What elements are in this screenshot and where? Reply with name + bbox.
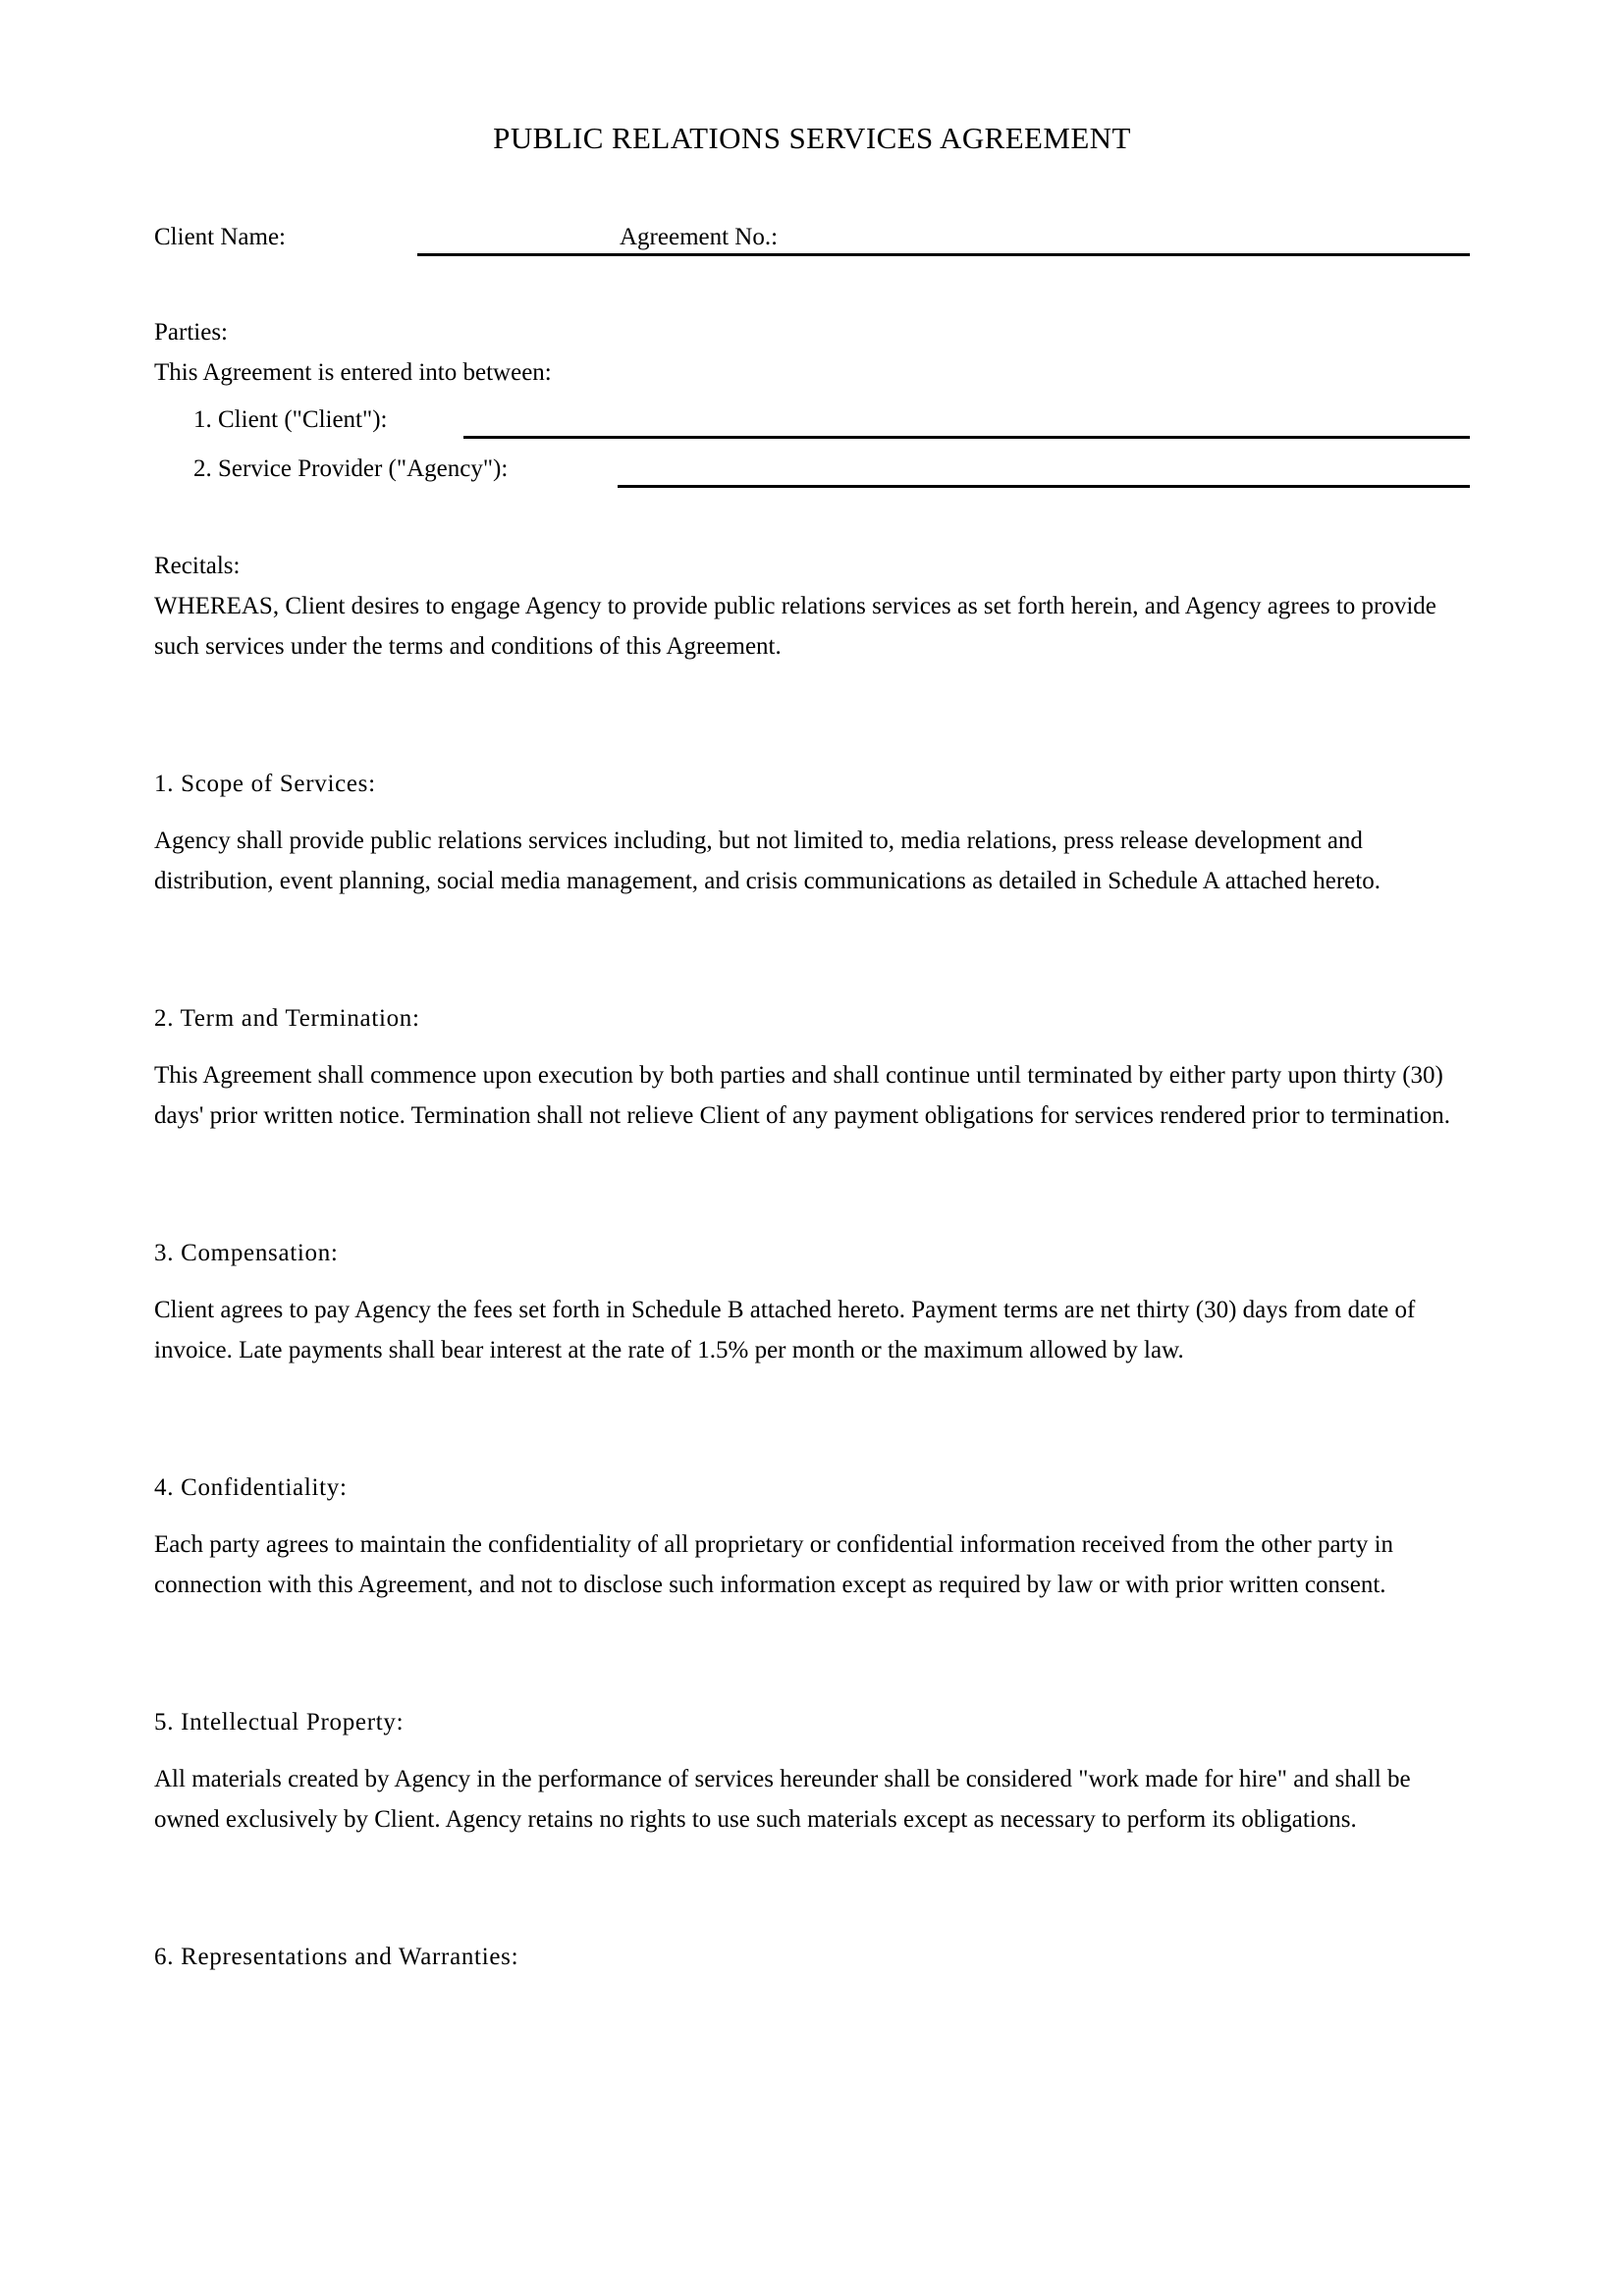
section-heading-3: 3. Compensation:	[154, 1240, 339, 1267]
spacer	[154, 1370, 1470, 1468]
party-item-agency	[154, 450, 1470, 491]
spacer	[154, 1605, 1470, 1703]
section-body-2: This Agreement shall commence upon execution by both parties and shall continue until terminated by either party upon thirty (30) days' prior written notice. Termination shall not relieve Client of any payment obligations for services rendered prior to termination.	[154, 1062, 1450, 1130]
spacer	[154, 257, 1470, 312]
spacer	[154, 901, 1470, 999]
parties-intro: This Agreement is entered into between:	[154, 359, 552, 387]
section-heading-4: 4. Confidentiality:	[154, 1474, 348, 1502]
section-heading-5: 5. Intellectual Property:	[154, 1709, 405, 1736]
party-item-agency-label: 2. Service Provider ("Agency"):	[193, 455, 509, 483]
section-heading-1: 1. Scope of Services:	[154, 771, 376, 798]
party-agency-fill-rule	[618, 485, 1470, 488]
client-name-label: Client Name:	[154, 224, 286, 251]
spacer	[154, 1136, 1470, 1234]
recitals-heading: Recitals:	[154, 553, 241, 580]
header-fill-rule	[417, 253, 1470, 256]
spacer	[154, 491, 1470, 546]
page-title: PUBLIC RELATIONS SERVICES AGREEMENT	[493, 121, 1131, 155]
section-heading-6: 6. Representations and Warranties:	[154, 1944, 519, 1971]
section-body-5: All materials created by Agency in the performance of services hereunder shall be considered "work made for hire" and shall be owned exclusively by Client. Agency retains no rights to use such materials except as necessary to perform its obligations.	[154, 1766, 1411, 1834]
section-body-4: Each party agrees to maintain the confidentiality of all proprietary or confidential information received from the other party in connection with this Agreement, and not to disclose such information except as required by law or with prior written consent.	[154, 1531, 1394, 1599]
parties-heading: Parties:	[154, 319, 228, 347]
agreement-no-label: Agreement No.:	[620, 224, 779, 251]
spacer	[154, 1840, 1470, 1938]
section-body-1: Agency shall provide public relations services including, but not limited to, media relations, press release development and distribution, event planning, social media management, and crisis communications as detailed in Schedule A attached hereto.	[154, 828, 1380, 895]
spacer	[154, 667, 1470, 765]
section-body-3: Client agrees to pay Agency the fees set forth in Schedule B attached hereto. Payment terms are net thirty (30) days from date of invoice. Late payments shall bear interest at the rate of 1.5% per month or the maximum allowed by law.	[154, 1297, 1416, 1364]
recitals-text: WHEREAS, Client desires to engage Agency to provide public relations services as set forth herein, and Agency agrees to provide such services under the terms and conditions of this Agreement.	[154, 593, 1436, 661]
party-client-fill-rule	[463, 436, 1470, 439]
document-content	[154, 0, 1470, 1977]
section-heading-2: 2. Term and Termination:	[154, 1005, 420, 1033]
header-fields-row	[154, 218, 1470, 257]
party-item-client	[154, 400, 1470, 442]
party-item-client-label: 1. Client ("Client"):	[193, 406, 388, 434]
